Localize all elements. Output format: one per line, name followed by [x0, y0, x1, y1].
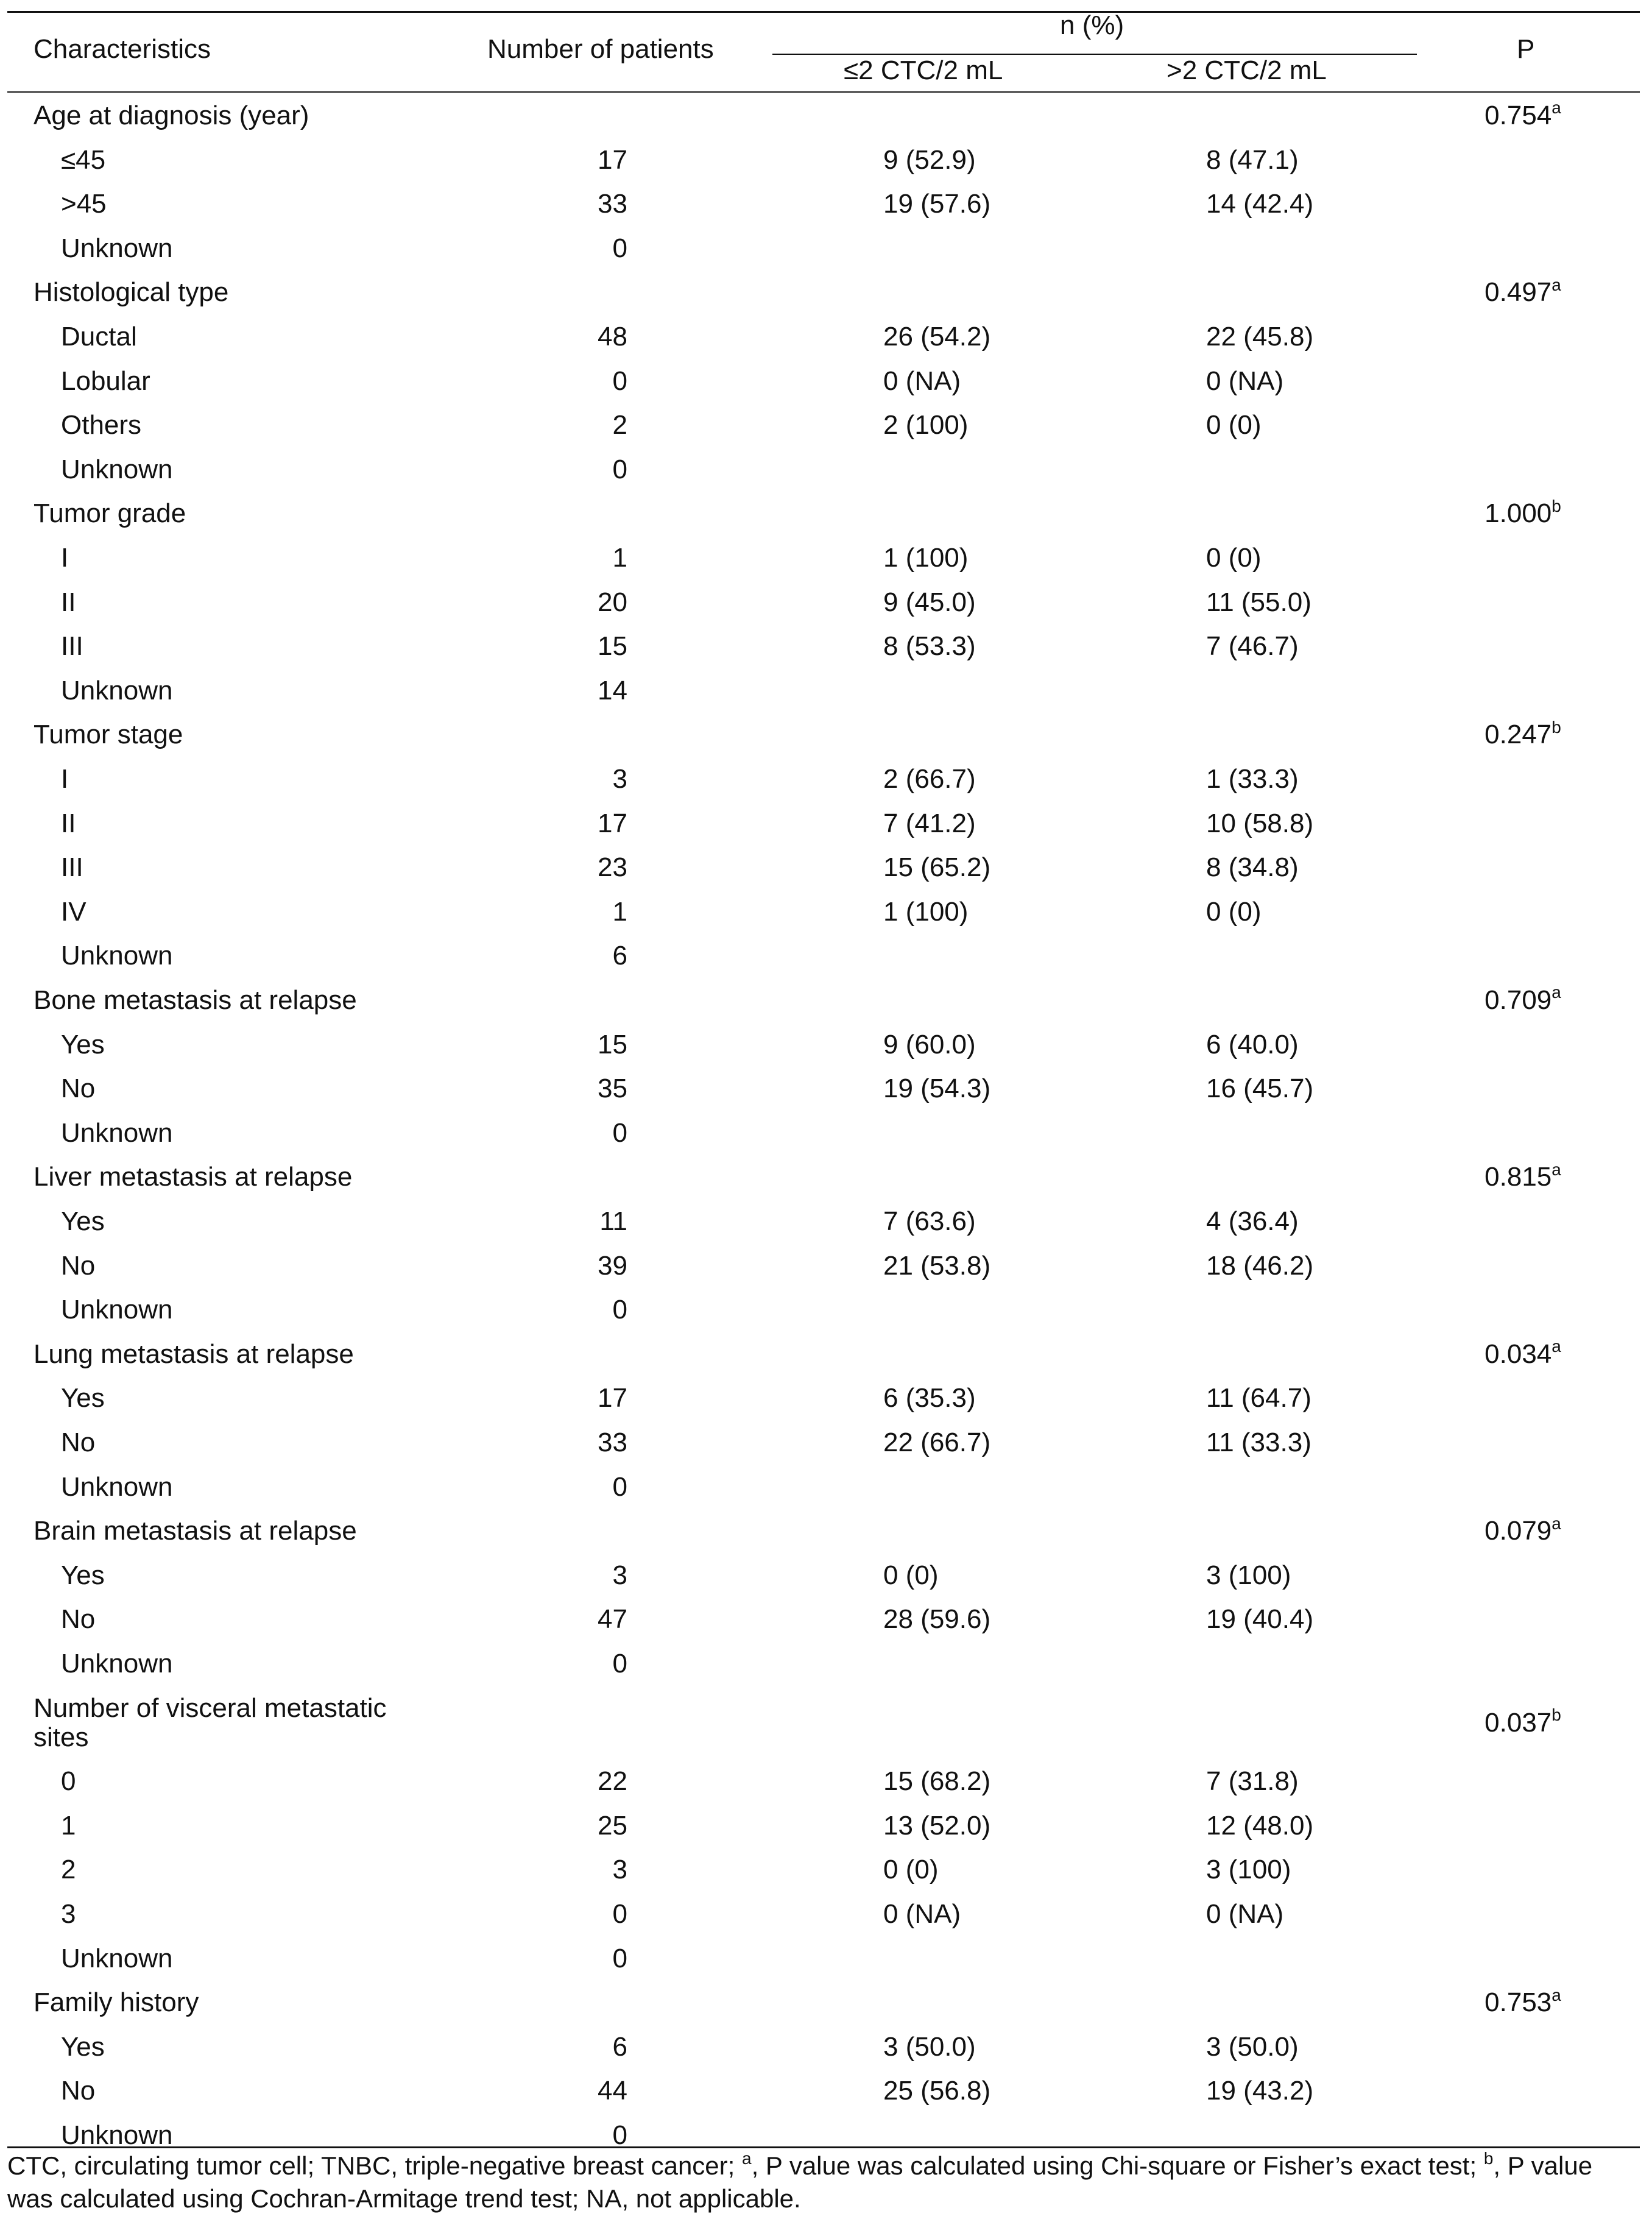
gt2-cell: 3 (100) — [1206, 1560, 1291, 1590]
top-rule — [7, 11, 1640, 13]
number-of-patients-cell: 33 — [598, 189, 627, 219]
row-label: Unknown — [61, 454, 173, 484]
number-of-patients-cell: 17 — [598, 144, 627, 175]
row-label: ≤45 — [61, 144, 106, 175]
p-value-number: 0.497 — [1484, 277, 1552, 308]
gt2-cell: 0 (0) — [1206, 896, 1262, 927]
p-value-number: 0.247 — [1484, 720, 1552, 750]
gt2-cell: 4 (36.4) — [1206, 1206, 1299, 1236]
p-value-number: 1.000 — [1484, 498, 1552, 529]
le2-cell: 15 (68.2) — [883, 1766, 991, 1797]
le2-cell: 15 (65.2) — [883, 852, 991, 883]
row-label: 0 — [61, 1766, 76, 1797]
row-label: Lobular — [61, 366, 150, 396]
row-label: No — [61, 1428, 96, 1457]
row-label: III — [61, 631, 83, 662]
le2-cell: 7 (63.6) — [883, 1206, 976, 1236]
row-label: Yes — [61, 1383, 105, 1413]
number-of-patients-cell: 25 — [598, 1810, 627, 1841]
p-value-superscript: a — [1551, 98, 1561, 118]
number-of-patients-cell: 17 — [598, 808, 627, 838]
le2-cell: 22 (66.7) — [883, 1428, 991, 1457]
gt2-cell: 6 (40.0) — [1206, 1029, 1299, 1060]
p-value-superscript: a — [1551, 1985, 1561, 2004]
number-of-patients-cell: 3 — [612, 764, 627, 794]
number-of-patients-cell: 14 — [598, 675, 627, 706]
row-label: No — [61, 1250, 96, 1281]
p-value-superscript: a — [1551, 983, 1561, 1002]
le2-cell: 2 (100) — [883, 410, 969, 440]
section-label: Family history — [34, 1987, 199, 2018]
p-value — [1462, 277, 1584, 308]
le2-cell: 1 (100) — [883, 543, 969, 573]
p-value-superscript: a — [1551, 1513, 1561, 1533]
row-label: Unknown — [61, 233, 173, 263]
le2-cell: 13 (52.0) — [883, 1810, 991, 1841]
number-of-patients-cell: 1 — [612, 896, 627, 927]
row-label: II — [61, 808, 76, 838]
row-label: 2 — [61, 1855, 76, 1885]
row-label: Unknown — [61, 2120, 173, 2150]
row-label: Unknown — [61, 675, 173, 706]
row-label: 3 — [61, 1899, 76, 1929]
row-label: II — [61, 587, 76, 617]
header-number-of-patients: Number of patients — [487, 34, 714, 64]
table-footnote — [7, 2149, 1640, 2215]
number-of-patients-cell: 6 — [612, 941, 627, 971]
row-label: No — [61, 1074, 96, 1104]
le2-cell: 25 (56.8) — [883, 2076, 991, 2106]
gt2-cell: 11 (64.7) — [1206, 1383, 1311, 1413]
p-value-superscript: a — [1551, 275, 1561, 294]
p-value — [1462, 1515, 1584, 1547]
row-label: I — [61, 543, 69, 573]
le2-cell: 19 (57.6) — [883, 189, 991, 219]
row-label: 1 — [61, 1810, 76, 1841]
p-value-superscript: a — [1551, 1159, 1561, 1179]
footnote-text-1: CTC, circulating tumor cell; TNBC, triple-negative breast cancer; — [7, 2151, 742, 2180]
row-label: Unknown — [61, 941, 173, 971]
p-value — [1462, 985, 1584, 1016]
gt2-cell: 16 (45.7) — [1206, 1074, 1314, 1104]
le2-cell: 7 (41.2) — [883, 808, 976, 838]
section-label: Tumor grade — [34, 498, 186, 529]
number-of-patients-cell: 17 — [598, 1383, 627, 1413]
number-of-patients-cell: 0 — [612, 233, 627, 263]
number-of-patients-cell: 2 — [612, 410, 627, 440]
header-group: n (%) — [1060, 10, 1124, 40]
section-label: Age at diagnosis (year) — [34, 101, 309, 130]
footnote-text-2: , P value was calculated using Chi-square or Fisher’s exact test; — [751, 2151, 1484, 2180]
gt2-cell: 7 (31.8) — [1206, 1766, 1299, 1797]
p-value — [1462, 100, 1584, 132]
number-of-patients-cell: 23 — [598, 852, 627, 883]
gt2-cell: 0 (NA) — [1206, 366, 1284, 396]
le2-cell: 8 (53.3) — [883, 631, 976, 662]
footnote-text-3: , P value was calculated using Cochran-Armitage trend test; NA, not applicable. — [7, 2151, 1593, 2213]
p-value — [1462, 1987, 1584, 2018]
gt2-cell: 0 (0) — [1206, 543, 1262, 573]
number-of-patients-cell: 39 — [598, 1250, 627, 1281]
row-label: Yes — [61, 1029, 105, 1060]
row-label: Unknown — [61, 1649, 173, 1679]
gt2-cell: 0 (0) — [1206, 410, 1262, 440]
gt2-cell: 1 (33.3) — [1206, 764, 1299, 794]
le2-cell: 21 (53.8) — [883, 1250, 991, 1281]
number-of-patients-cell: 35 — [598, 1074, 627, 1104]
le2-cell: 28 (59.6) — [883, 1604, 991, 1635]
footnote-sup-a: a — [741, 2149, 752, 2168]
number-of-patients-cell: 0 — [612, 1649, 627, 1679]
gt2-cell: 14 (42.4) — [1206, 189, 1314, 219]
header-le2: ≤2 CTC/2 mL — [844, 55, 1003, 85]
le2-cell: 6 (35.3) — [883, 1383, 976, 1413]
number-of-patients-cell: 15 — [598, 1029, 627, 1060]
number-of-patients-cell: 0 — [612, 1295, 627, 1325]
gt2-cell: 8 (34.8) — [1206, 852, 1299, 883]
gt2-cell: 0 (NA) — [1206, 1899, 1284, 1929]
number-of-patients-cell: 20 — [598, 587, 627, 617]
p-value-number: 0.079 — [1484, 1516, 1552, 1546]
gt2-cell: 8 (47.1) — [1206, 144, 1299, 175]
number-of-patients-cell: 3 — [612, 1855, 627, 1885]
le2-cell: 0 (NA) — [883, 366, 961, 396]
number-of-patients-cell: 22 — [598, 1766, 627, 1797]
number-of-patients-cell: 15 — [598, 631, 627, 662]
le2-cell: 9 (52.9) — [883, 144, 976, 175]
section-label: Bone metastasis at relapse — [34, 985, 357, 1015]
number-of-patients-cell: 11 — [599, 1206, 627, 1236]
le2-cell: 0 (0) — [883, 1855, 939, 1885]
row-label: IV — [61, 896, 86, 927]
row-label: III — [61, 852, 83, 883]
row-label: >45 — [61, 189, 107, 219]
p-value-number: 0.753 — [1484, 1987, 1552, 2018]
number-of-patients-cell: 0 — [612, 1471, 627, 1502]
le2-cell: 9 (45.0) — [883, 587, 976, 617]
number-of-patients-cell: 0 — [612, 2120, 627, 2150]
number-of-patients-cell: 33 — [598, 1428, 627, 1457]
row-label: Unknown — [61, 1295, 173, 1325]
section-label: Brain metastasis at relapse — [34, 1516, 357, 1546]
le2-cell: 9 (60.0) — [883, 1029, 976, 1060]
number-of-patients-cell: 1 — [612, 543, 627, 573]
header-gt2: >2 CTC/2 mL — [1167, 55, 1327, 85]
p-value-superscript: b — [1551, 1705, 1561, 1724]
row-label: Others — [61, 410, 142, 440]
section-label: Liver metastasis at relapse — [34, 1162, 353, 1192]
header-p: P — [1517, 34, 1535, 64]
number-of-patients-cell: 0 — [612, 1943, 627, 1973]
le2-cell: 2 (66.7) — [883, 764, 976, 794]
gt2-cell: 3 (100) — [1206, 1855, 1291, 1885]
le2-cell: 26 (54.2) — [883, 322, 991, 352]
p-value-superscript: b — [1551, 496, 1561, 515]
p-value-superscript: a — [1551, 1337, 1561, 1356]
gt2-cell: 19 (43.2) — [1206, 2076, 1314, 2106]
p-value — [1462, 498, 1584, 529]
gt2-cell: 12 (48.0) — [1206, 1810, 1314, 1841]
row-label: No — [61, 2076, 96, 2106]
p-value — [1462, 719, 1584, 751]
number-of-patients-cell: 44 — [598, 2076, 627, 2106]
row-label: Yes — [61, 1206, 105, 1236]
section-label: Number of visceral metastatic — [34, 1693, 387, 1723]
number-of-patients-cell: 3 — [612, 1560, 627, 1590]
p-value — [1462, 1161, 1584, 1193]
row-label: Yes — [61, 2031, 105, 2062]
p-value-number: 0.709 — [1484, 985, 1552, 1015]
row-label: Unknown — [61, 1117, 173, 1148]
section-label: Lung metastasis at relapse — [34, 1339, 354, 1369]
p-value-number: 0.034 — [1484, 1339, 1552, 1369]
number-of-patients-cell: 48 — [598, 322, 627, 352]
number-of-patients-cell: 47 — [598, 1604, 627, 1635]
gt2-cell: 11 (55.0) — [1206, 587, 1311, 617]
gt2-cell: 22 (45.8) — [1206, 322, 1314, 352]
section-label-continued: sites — [34, 1722, 89, 1752]
gt2-cell: 7 (46.7) — [1206, 631, 1299, 662]
le2-cell: 19 (54.3) — [883, 1074, 991, 1104]
number-of-patients-cell: 6 — [612, 2031, 627, 2062]
number-of-patients-cell: 0 — [612, 366, 627, 396]
section-label: Histological type — [34, 277, 229, 308]
header-characteristics: Characteristics — [34, 34, 211, 64]
le2-cell: 3 (50.0) — [883, 2031, 976, 2062]
row-label: No — [61, 1604, 96, 1635]
table-bottom-rule — [7, 2146, 1640, 2148]
row-label: I — [61, 764, 69, 794]
le2-cell: 0 (0) — [883, 1560, 939, 1590]
p-value — [1462, 1339, 1584, 1370]
row-label: Unknown — [61, 1943, 173, 1973]
le2-cell: 1 (100) — [883, 896, 969, 927]
row-label: Yes — [61, 1560, 105, 1590]
number-of-patients-cell: 0 — [612, 1117, 627, 1148]
gt2-cell: 11 (33.3) — [1206, 1428, 1311, 1457]
p-value-number: 0.815 — [1484, 1162, 1552, 1192]
gt2-cell: 3 (50.0) — [1206, 2031, 1299, 2062]
p-value-number: 0.754 — [1484, 101, 1552, 130]
gt2-cell: 10 (58.8) — [1206, 808, 1314, 838]
header-bottom-rule — [7, 91, 1640, 93]
p-value-number: 0.037 — [1484, 1707, 1552, 1738]
gt2-cell: 19 (40.4) — [1206, 1604, 1314, 1635]
number-of-patients-cell: 0 — [612, 1899, 627, 1929]
number-of-patients-cell: 0 — [612, 454, 627, 484]
row-label: Unknown — [61, 1471, 173, 1502]
gt2-cell: 18 (46.2) — [1206, 1250, 1314, 1281]
le2-cell: 0 (NA) — [883, 1899, 961, 1929]
p-value — [1462, 1707, 1584, 1739]
row-label: Ductal — [61, 322, 137, 352]
section-label: Tumor stage — [34, 720, 183, 750]
p-value-superscript: b — [1551, 717, 1561, 737]
footnote-sup-b: b — [1483, 2149, 1494, 2168]
